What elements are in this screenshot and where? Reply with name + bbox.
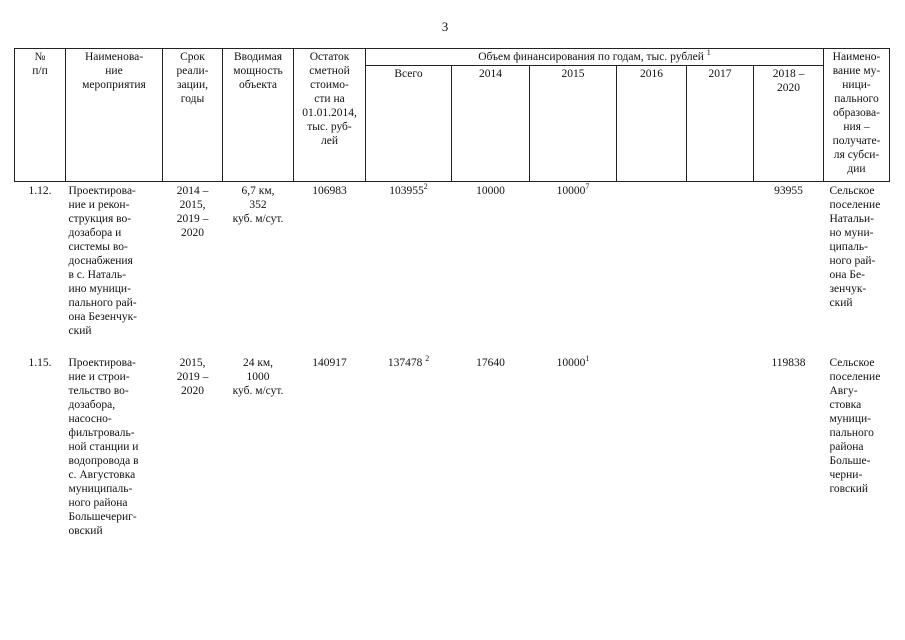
header-2016: 2016 <box>617 66 687 182</box>
row-municipality: Сельское поселение Авгу- стовка муници- пального района Больше- черни- говский <box>829 357 881 495</box>
header-2017: 2017 <box>687 66 754 182</box>
header-municipality: Наимено- вание му- ници- пального образова- ния – получате- ля субси- дии <box>824 49 890 182</box>
row-2015-value: 10000 <box>556 185 586 197</box>
table-header <box>15 49 890 182</box>
row-2016 <box>617 354 687 558</box>
row-municipality: Сельское поселение Натальи- но муни- ципаль- ного рай- она Бе- зенчук- ский <box>829 185 881 309</box>
row-2015 <box>530 354 617 558</box>
row-name: Проектирова- ние и рекон- струкция во- дозабора и системы во- доснабжения в с. Наталь- ино муници- пального рай- она Безенчук- ский <box>68 185 137 337</box>
header-capacity: Вводимая мощность объекта <box>223 49 294 182</box>
row-total <box>366 182 452 355</box>
row-term: 2015, 2019 – 2020 <box>176 357 209 397</box>
row-capacity: 24 км, 1000 куб. м/сут. <box>232 357 284 397</box>
row-2016 <box>617 182 687 355</box>
header-financing-text: Объем финансирования по годам, тыс. рублей <box>478 51 704 63</box>
row-2015-value: 10000 <box>556 357 586 369</box>
header-total: Всего <box>366 66 452 182</box>
financing-table <box>14 48 890 558</box>
row-total <box>366 354 452 558</box>
row-total-note: 2 <box>425 354 430 364</box>
header-financing-note: 1 <box>706 48 711 58</box>
row-num: 1.15. <box>28 357 52 369</box>
row-2015-note: 1 <box>585 354 590 364</box>
header-term: Срок реали- зации, годы <box>163 49 223 182</box>
row-2017 <box>687 182 754 355</box>
header-name: Наименова- ние мероприятия <box>66 49 163 182</box>
header-financing <box>366 49 824 66</box>
table-row <box>15 354 890 558</box>
row-2015-note: 7 <box>585 182 590 192</box>
row-total-note: 2 <box>423 182 428 192</box>
row-2015 <box>530 182 617 355</box>
header-2014: 2014 <box>452 66 530 182</box>
header-2015: 2015 <box>530 66 617 182</box>
row-capacity: 6,7 км, 352 куб. м/сут. <box>232 185 284 225</box>
row-term: 2014 – 2015, 2019 – 2020 <box>176 185 209 239</box>
table-row <box>15 182 890 355</box>
header-num: № п/п <box>15 49 66 182</box>
row-2018-2020: 93955 <box>774 185 803 197</box>
row-2014: 17640 <box>476 357 505 369</box>
page-number: 3 <box>441 19 449 34</box>
row-remainder: 106983 <box>312 185 347 197</box>
header-remainder: Остаток сметной стоимо- сти на 01.01.2014, тыс. руб- лей <box>294 49 366 182</box>
row-num: 1.12. <box>28 185 52 197</box>
row-name: Проектирова- ние и строи- тельство во- дозабора, насосно- фильтроваль- ной станции и водопровода в с. Августовка муниципаль- ного района Большечериг- овский <box>68 357 139 537</box>
row-total-value: 137478 <box>387 357 423 369</box>
row-2014: 10000 <box>476 185 505 197</box>
row-total-value: 103955 <box>389 185 424 197</box>
row-2018-2020: 119838 <box>771 357 806 369</box>
row-remainder: 140917 <box>312 357 347 369</box>
row-2017 <box>687 354 754 558</box>
header-2018-2020: 2018 – 2020 <box>754 66 824 182</box>
